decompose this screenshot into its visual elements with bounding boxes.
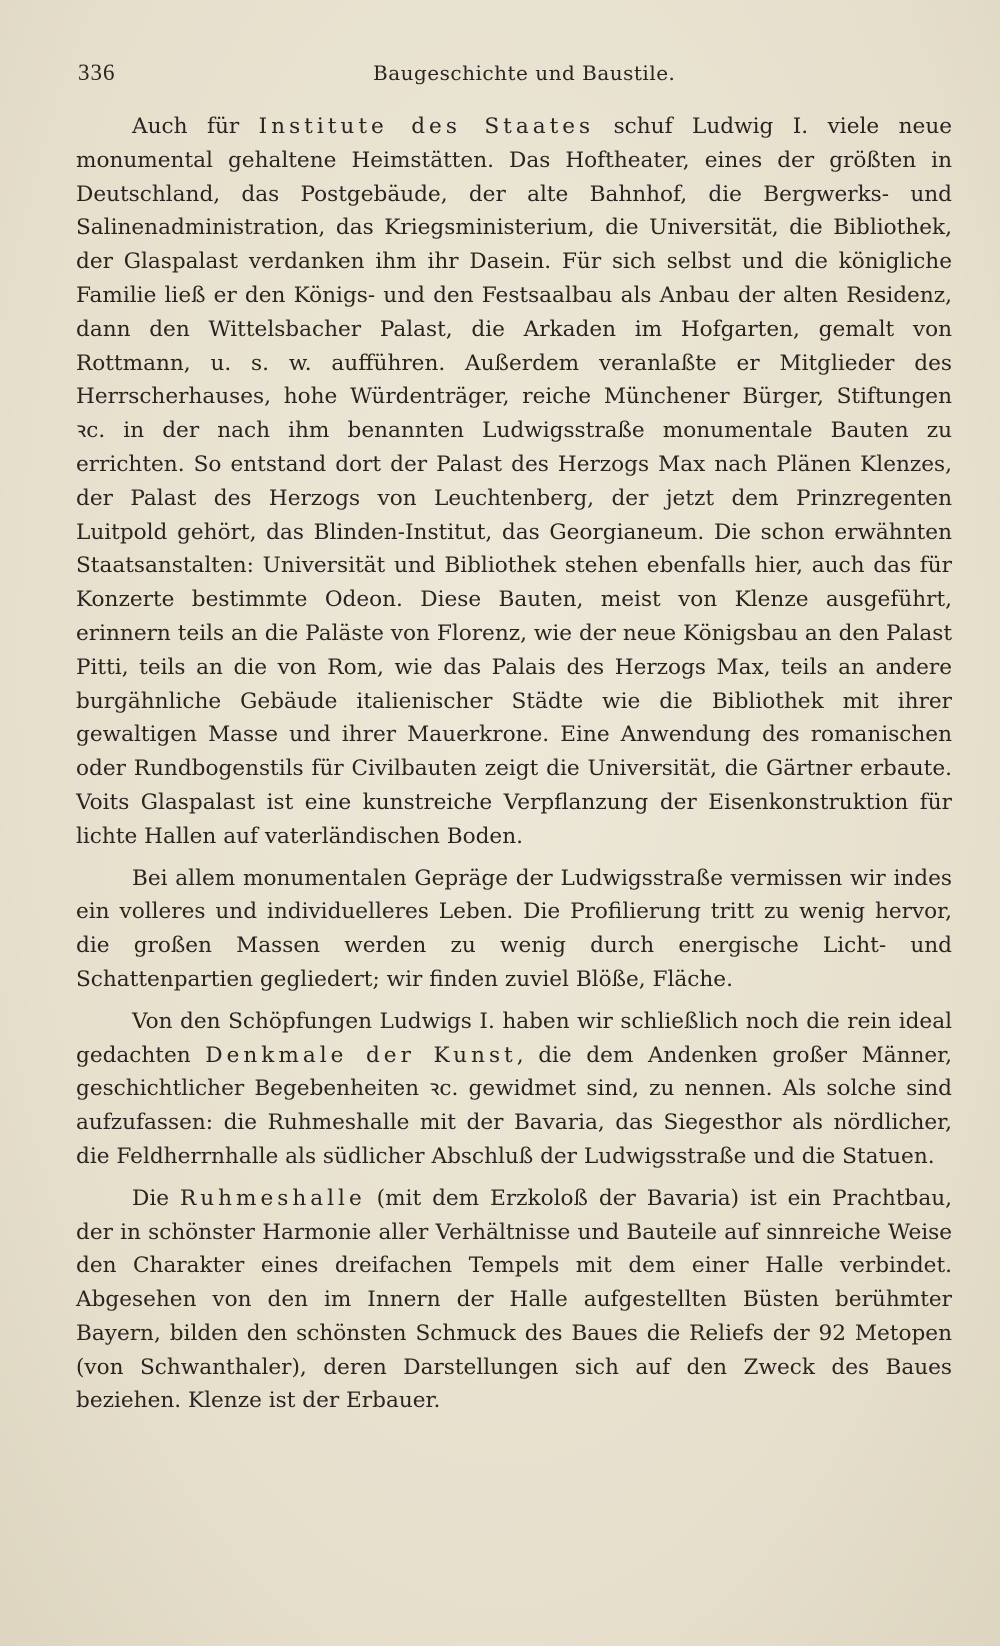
text-run: Bei allem monumentalen Gepräge der Ludwigsstraße vermissen wir indes ein volleres und individuelleres Leben. Die Profilierung tritt zu wenig hervor, die großen Massen werden zu wenig durch energische Licht- und Schattenpartien gegliedert; wir finden zuviel Blöße, Fläche. bbox=[76, 865, 952, 992]
paragraph-institute bbox=[76, 110, 952, 854]
text-run: , die dem Andenken großer Männer, geschichtlicher Begebenheiten ꝛc. gewidmet sind, zu nennen. Als solche sind aufzufassen: die Ruhmeshalle mit der Bavaria, das Siegesthor als nördlicher, die Feldherrnhalle als südlicher Abschluß der Ludwigsstraße und die Statuen. bbox=[76, 1042, 952, 1169]
text-run: Die bbox=[132, 1185, 180, 1211]
paragraph-denkmale bbox=[76, 1005, 952, 1174]
paragraph-ruhmeshalle bbox=[76, 1182, 952, 1419]
text-run: Von den Schöpfungen Ludwigs I. haben wir schließlich noch die rein ideal gedachten bbox=[76, 1008, 952, 1068]
emphasis-spaced: Ruhmeshalle bbox=[179, 1185, 366, 1211]
emphasis-spaced: Institute des Staates bbox=[258, 114, 595, 139]
page-number: 336 bbox=[78, 60, 116, 85]
text-run: Auch für bbox=[132, 114, 259, 139]
page-header bbox=[78, 58, 958, 88]
emphasis-spaced: Denkmale der Kunst bbox=[205, 1042, 517, 1068]
text-run: (mit dem Erzkoloß der Bavaria) ist ein Prachtbau, der in schönster Harmonie aller Verhältnisse und Bauteile auf sinnreiche Weise den Charakter eines dreifachen Tempels mit dem einer Halle verbindet. Abgesehen von den im Innern der Halle aufgestellten Büsten berühmter Bayern, bilden den schönsten Schmuck des Baues die Reliefs der 92 Metopen (von Schwanthaler), deren Darstellungen sich auf den Zweck des Baues beziehen. Klenze ist der Erbauer. bbox=[76, 1185, 952, 1414]
text-run: schuf Ludwig I. viele neue monumental gehaltene Heimstätten. Das Hoftheater, eines der größten in Deutschland, das Postgebäude, der alte Bahnhof, die Bergwerks- und Salinenadministration, das Kriegsministerium, die Universität, die Bibliothek, der Glaspalast verdanken ihm ihr Dasein. Für sich selbst und die königliche Familie ließ er den Königs- und den Festsaalbau als Anbau der alten Residenz, dann den Wittelsbacher Palast, die Arkaden im Hofgarten, gemalt von Rottmann, u. s. w. aufführen. Außerdem veranlaßte er Mitglieder des Herrscherhauses, hohe Würdenträger, reiche Münchener Bürger, Stiftungen ꝛc. in der nach ihm benannten Ludwigsstraße monumentale Bauten zu errichten. So entstand dort der Palast des Herzogs Max nach Plänen Klenzes, der Palast des Herzogs von Leuchtenberg, der jetzt dem Prinzregenten Luitpold gehört, das Blinden-Institut, das Georgianeum. Die schon erwähnten Staatsanstalten: Universität und Bibliothek stehen ebenfalls hier, auch das für Konzerte bestimmte Odeon. Diese Bauten, meist von Klenze ausgeführt, erinnern teils an die Paläste von Florenz, wie der neue Königsbau an den Palast Pitti, teils an die von Rom, wie das Palais des Herzogs Max, teils an andere burgähnliche Gebäude italienischer Städte wie die Bibliothek mit ihrer gewaltigen Masse und ihrer Mauerkrone. Eine Anwendung des romanischen oder Rundbogenstils für Civilbauten zeigt die Universität, die Gärtner erbaute. Voits Glaspalast ist eine kunstreiche Verpflanzung der Eisenkonstruktion für lichte Hallen auf vaterländischen Boden. bbox=[76, 114, 953, 849]
body-text bbox=[76, 110, 952, 1418]
running-head: Baugeschichte und Baustile. bbox=[373, 61, 676, 85]
paragraph-ludwigsstrasse bbox=[76, 862, 952, 997]
